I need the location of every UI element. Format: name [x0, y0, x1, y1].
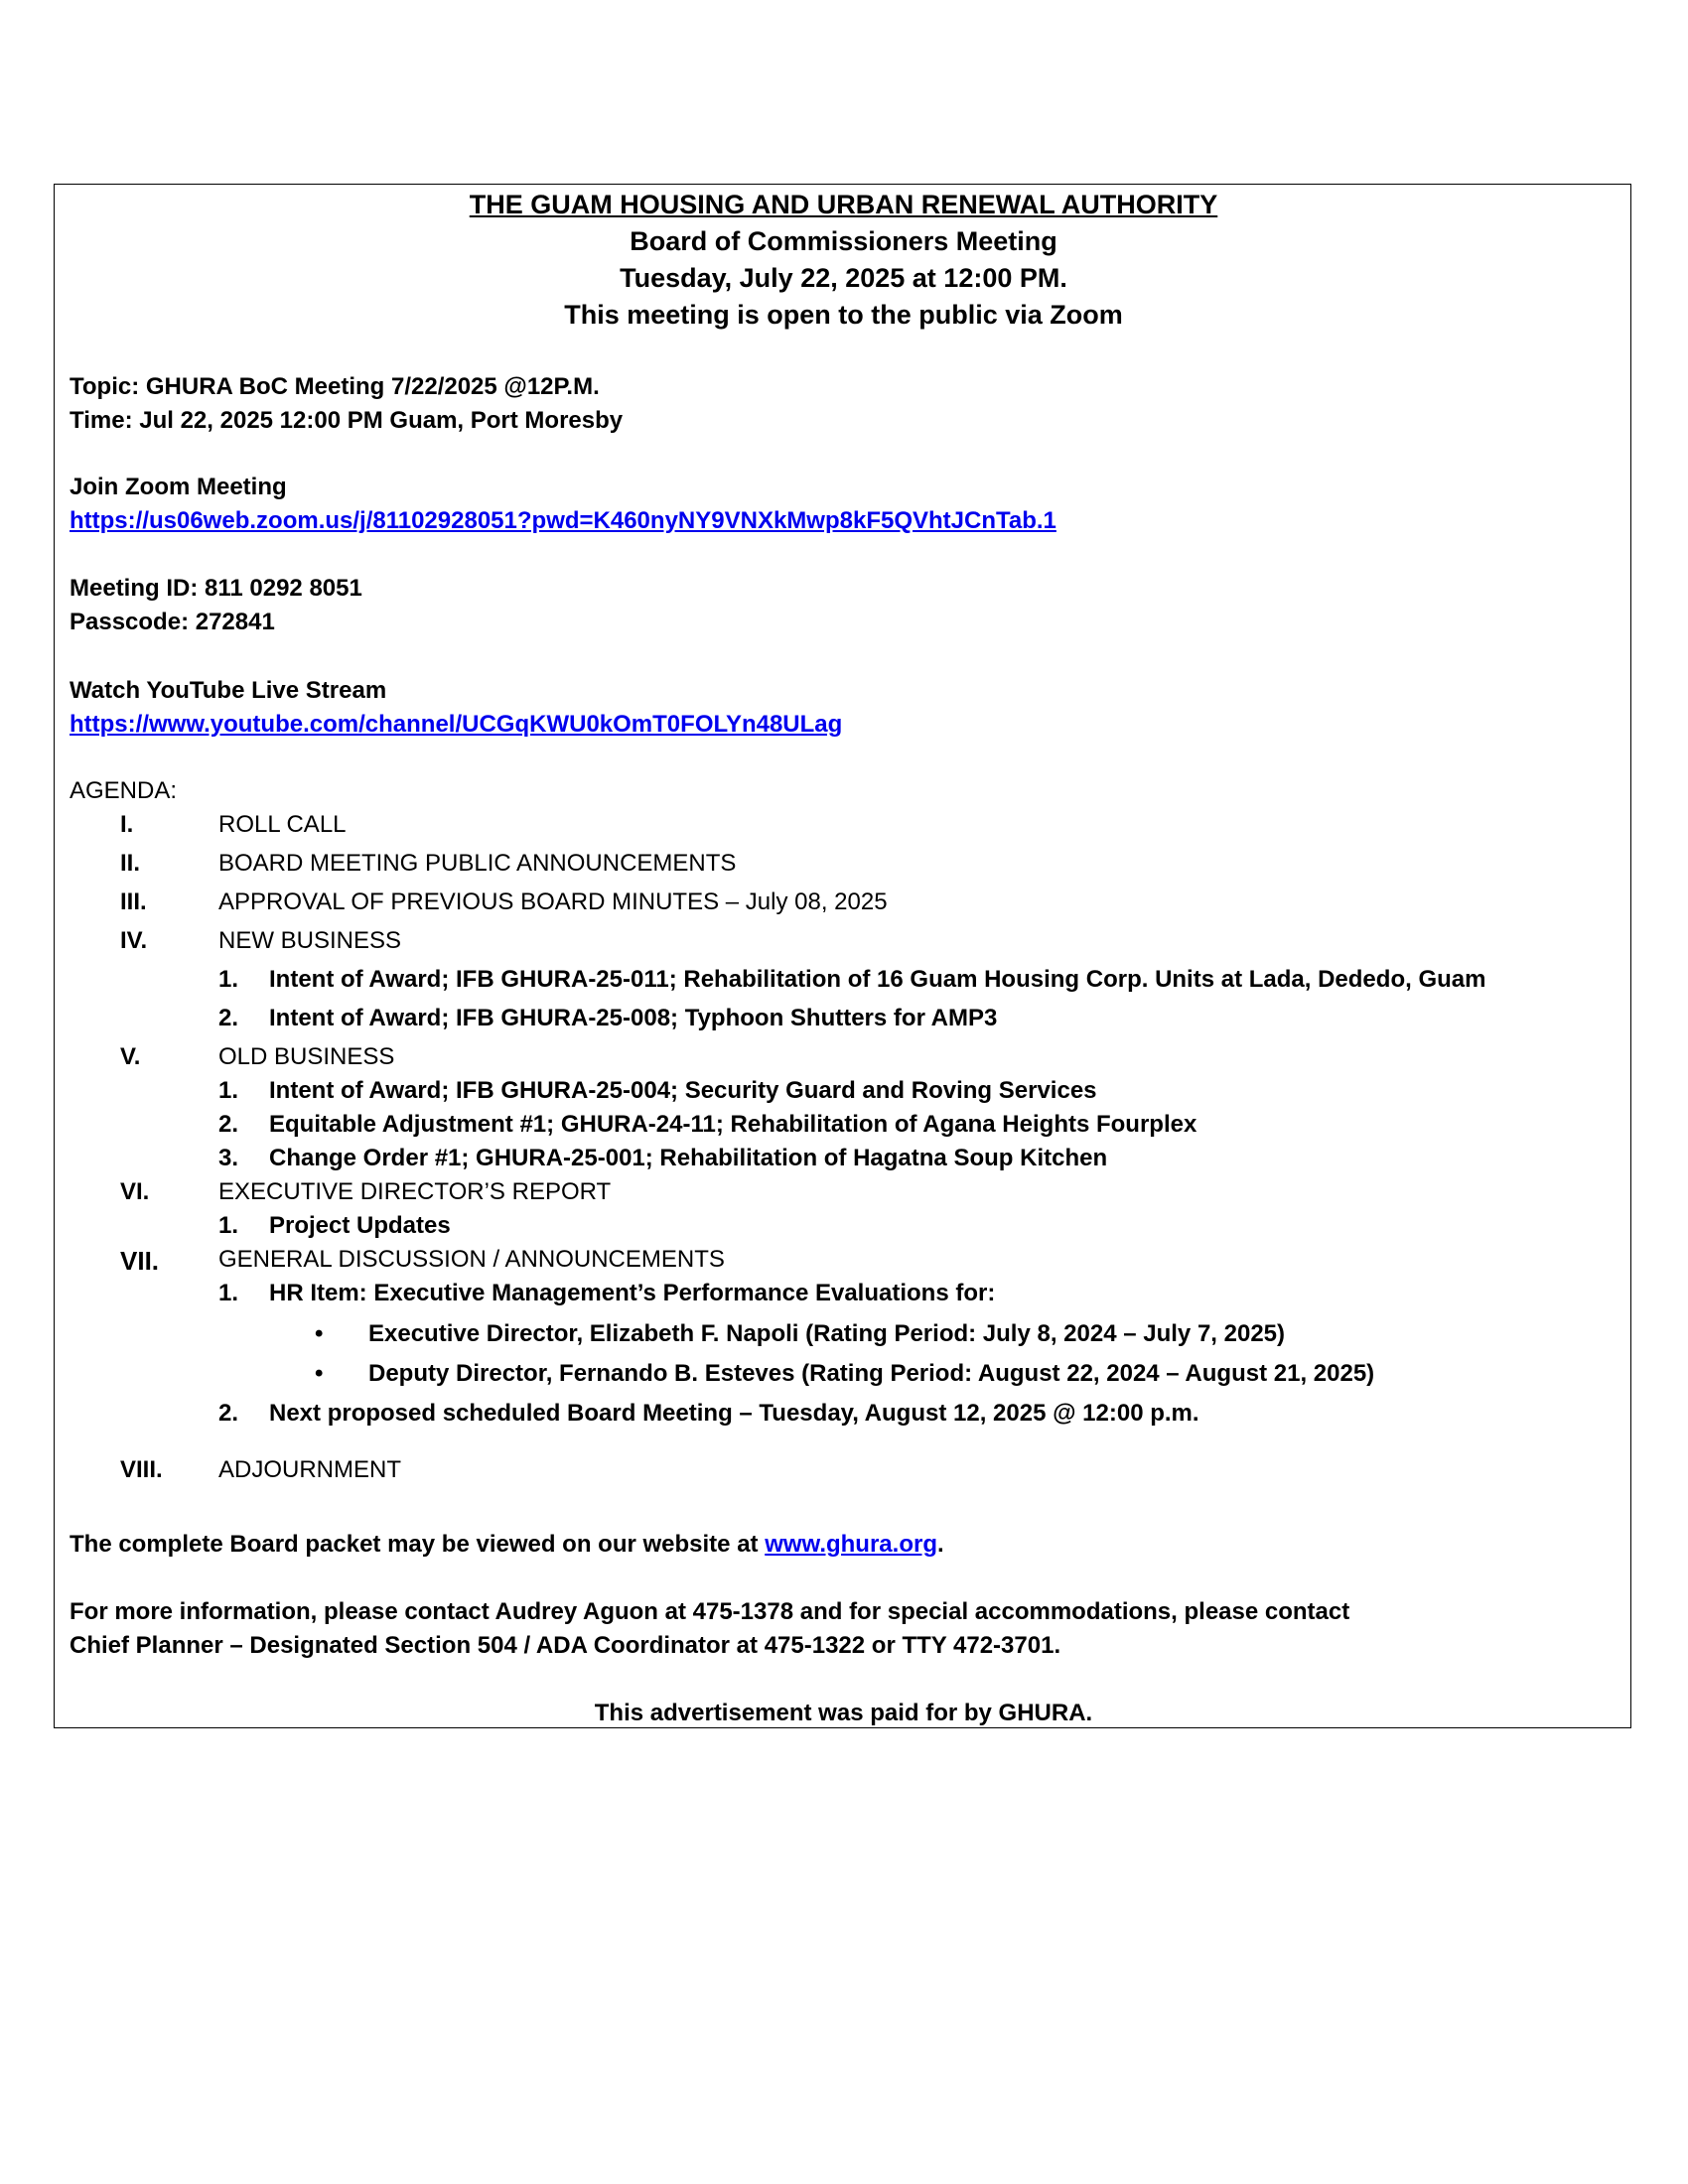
section-number: III. [120, 888, 147, 915]
bullet-item: Deputy Director, Fernando B. Esteves (Rating Period: August 22, 2024 – August 21, 2025) [368, 1360, 1375, 1387]
list-item: Next proposed scheduled Board Meeting – Tuesday, August 12, 2025 @ 12:00 p.m. [269, 1400, 1199, 1427]
item-number: 3. [218, 1145, 239, 1171]
meeting-id: Meeting ID: 811 0292 8051 [70, 575, 362, 602]
section-title: APPROVAL OF PREVIOUS BOARD MINUTES – July 08, 2025 [218, 888, 888, 915]
list-item: Intent of Award; IFB GHURA-25-008; Typhoon Shutters for AMP3 [269, 1005, 998, 1031]
packet-suffix: . [936, 1531, 944, 1558]
item-number: 1. [218, 1212, 239, 1239]
website-link[interactable]: www.ghura.org [765, 1531, 937, 1558]
section-title: GENERAL DISCUSSION / ANNOUNCEMENTS [218, 1246, 725, 1273]
passcode: Passcode: 272841 [70, 609, 275, 635]
contact-line-2: Chief Planner – Designated Section 504 / ADA Coordinator at 475-1322 or TTY 472-3701. [70, 1632, 1061, 1659]
list-item: Intent of Award; IFB GHURA-25-011; Rehabilitation of 16 Guam Housing Corp. Units at Lada, Dededo, Guam [269, 966, 1486, 993]
item-number: 2. [218, 1400, 239, 1427]
zoom-link[interactable]: https://us06web.zoom.us/j/81102928051?pwd=K460nyNY9VNXkMwp8kF5QVhtJCnTab.1 [70, 507, 1056, 534]
section-number: IV. [120, 927, 148, 954]
paid-advertisement-note: This advertisement was paid for by GHURA. [594, 1700, 1093, 1726]
list-item: Equitable Adjustment #1; GHURA-24-11; Rehabilitation of Agana Heights Fourplex [269, 1111, 1197, 1138]
contact-line-1: For more information, please contact Audrey Aguon at 475-1378 and for special accommodations, please contact [70, 1598, 1350, 1625]
meeting-time: Time: Jul 22, 2025 12:00 PM Guam, Port Moresby [70, 407, 624, 434]
item-number: 1. [218, 1077, 239, 1104]
section-title: OLD BUSINESS [218, 1043, 395, 1070]
bullet-icon: • [315, 1320, 324, 1347]
list-item: HR Item: Executive Management’s Performance Evaluations for: [269, 1280, 996, 1306]
org-title: THE GUAM HOUSING AND URBAN RENEWAL AUTHORITY [469, 190, 1218, 219]
list-item: Change Order #1; GHURA-25-001; Rehabilitation of Hagatna Soup Kitchen [269, 1145, 1108, 1171]
item-number: 1. [218, 1280, 239, 1306]
item-number: 2. [218, 1005, 239, 1031]
youtube-link[interactable]: https://www.youtube.com/channel/UCGqKWU0kOmT0FOLYn48ULag [70, 711, 843, 738]
bullet-icon: • [315, 1360, 324, 1387]
meeting-topic: Topic: GHURA BoC Meeting 7/22/2025 @12P.M. [70, 373, 600, 400]
section-title: EXECUTIVE DIRECTOR’S REPORT [218, 1178, 612, 1205]
section-number: V. [120, 1043, 141, 1070]
packet-prefix: The complete Board packet may be viewed on our website at [70, 1531, 766, 1558]
section-title: ADJOURNMENT [218, 1456, 401, 1483]
section-title: NEW BUSINESS [218, 927, 402, 954]
youtube-label: Watch YouTube Live Stream [70, 677, 387, 704]
notice-box [54, 184, 1631, 1728]
list-item: Project Updates [269, 1212, 451, 1239]
meeting-access: This meeting is open to the public via Zoom [564, 300, 1123, 330]
section-number: II. [120, 850, 141, 877]
section-number: VIII. [120, 1456, 163, 1483]
meeting-title: Board of Commissioners Meeting [630, 226, 1057, 256]
item-number: 2. [218, 1111, 239, 1138]
agenda-label: AGENDA: [70, 777, 178, 804]
list-item: Intent of Award; IFB GHURA-25-004; Security Guard and Roving Services [269, 1077, 1097, 1104]
zoom-label: Join Zoom Meeting [70, 474, 287, 500]
bullet-item: Executive Director, Elizabeth F. Napoli (Rating Period: July 8, 2024 – July 7, 2025) [368, 1320, 1286, 1347]
section-title: ROLL CALL [218, 811, 347, 838]
section-number: I. [120, 811, 134, 838]
meeting-datetime: Tuesday, July 22, 2025 at 12:00 PM. [620, 263, 1067, 293]
board-packet-note [70, 1533, 944, 1557]
section-number: VII. [120, 1246, 160, 1276]
item-number: 1. [218, 966, 239, 993]
section-number: VI. [120, 1178, 150, 1205]
section-title: BOARD MEETING PUBLIC ANNOUNCEMENTS [218, 850, 737, 877]
